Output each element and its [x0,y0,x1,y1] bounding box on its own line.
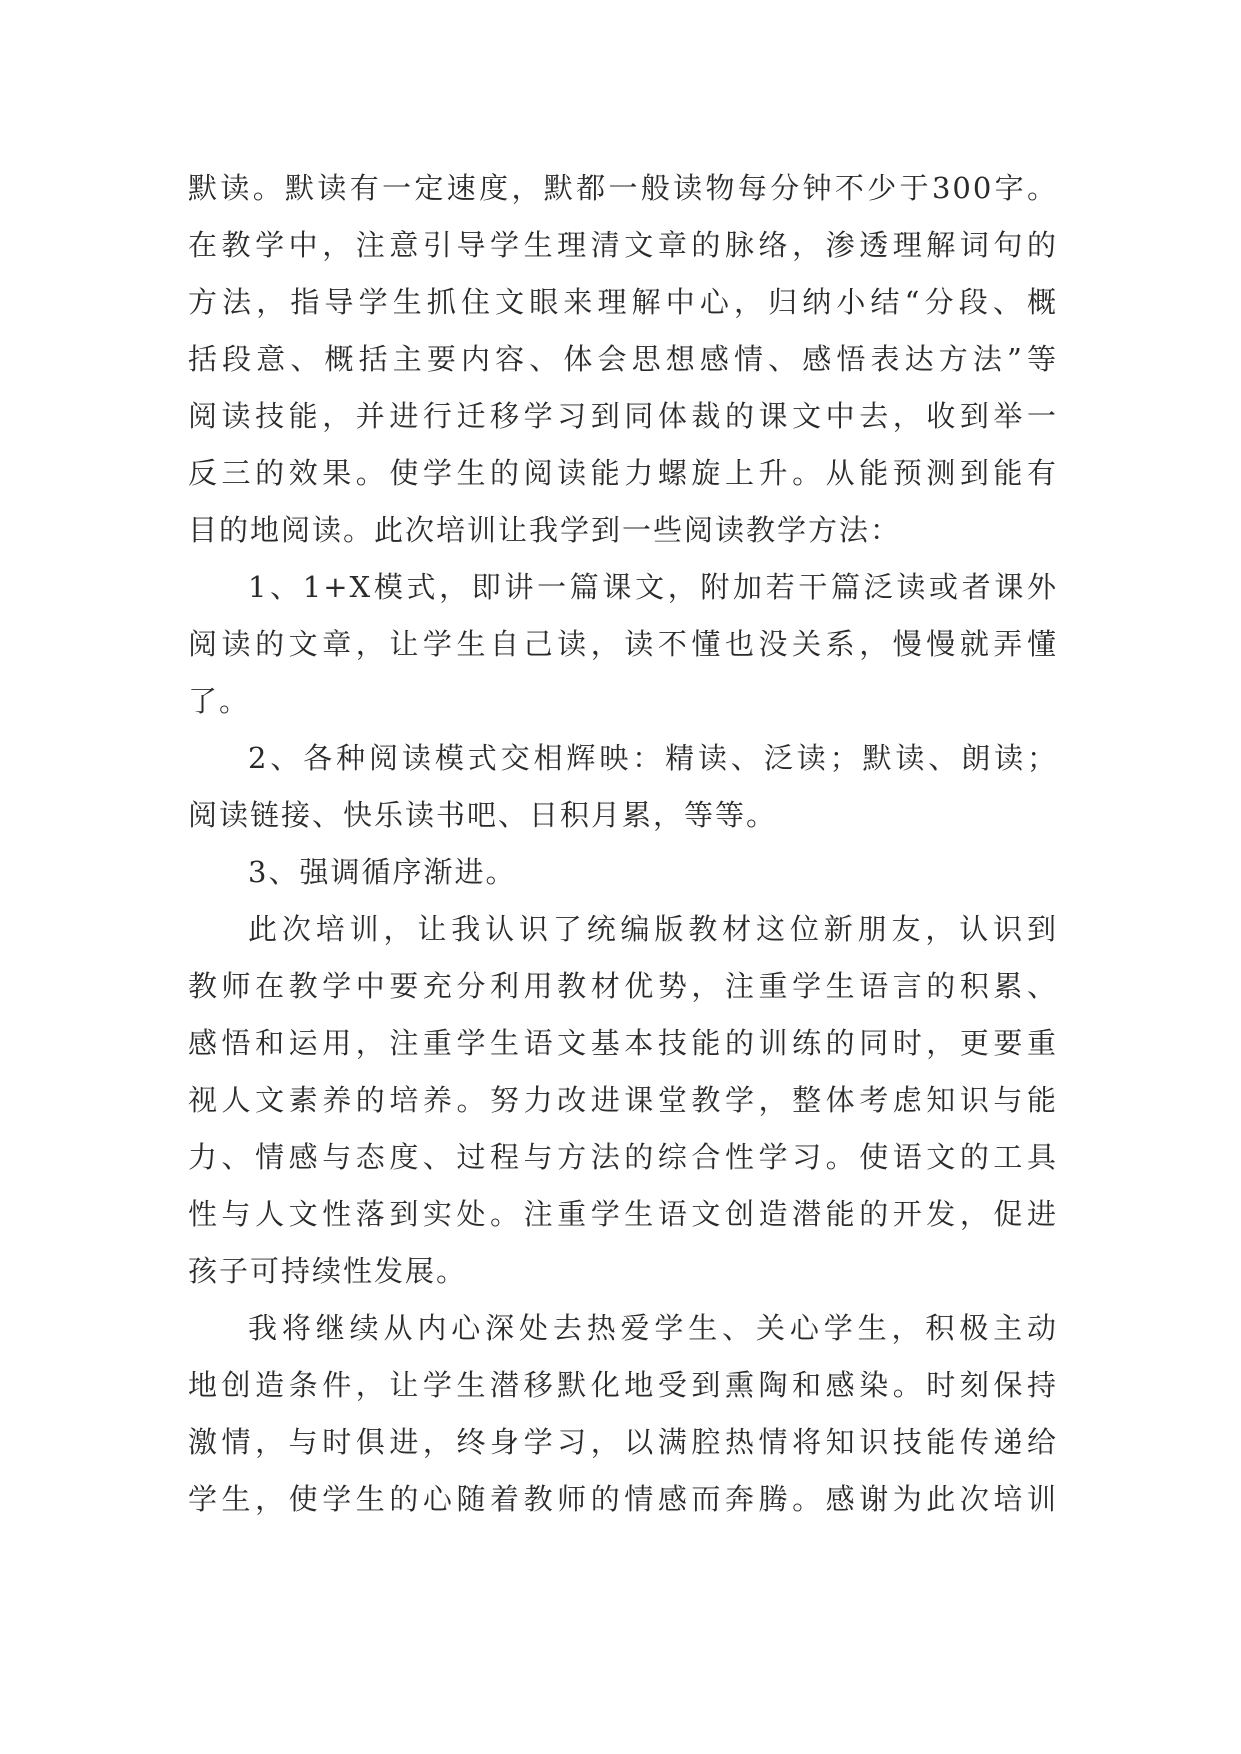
document-body [188,160,1058,1528]
text-line: 默读。默读有一定速度，默都一般读物每分钟不少于300字。 [188,171,1058,205]
text-line: 此次培训，让我认识了统编版教材这位新朋友，认识到 [248,912,1058,946]
text-line: 方法，指导学生抓住文眼来理解中心，归纳小结“分段、概 [188,285,1058,319]
text-line: 性与人文性落到实处。注重学生语文创造潜能的开发，促进 [188,1197,1058,1231]
text-line: 1、1+X模式，即讲一篇课文，附加若干篇泛读或者课外 [248,570,1058,604]
text-line: 激情，与时俱进，终身学习，以满腔热情将知识技能传递给 [188,1425,1058,1459]
text-line: 我将继续从内心深处去热爱学生、关心学生，积极主动 [248,1311,1058,1345]
text-line: 视人文素养的培养。努力改进课堂教学，整体考虑知识与能 [188,1083,1058,1117]
text-line: 阅读技能，并进行迁移学习到同体裁的课文中去，收到举一 [188,399,1058,433]
text-line: 3、强调循序渐进。 [248,855,517,889]
text-line: 括段意、概括主要内容、体会思想感情、感悟表达方法”等 [188,342,1058,376]
text-line: 力、情感与态度、过程与方法的综合性学习。使语文的工具 [188,1140,1058,1174]
text-line: 阅读链接、快乐读书吧、日积月累，等等。 [188,798,778,832]
text-line: 2、各种阅读模式交相辉映：精读、泛读；默读、朗读； [248,741,1058,775]
text-line: 孩子可持续性发展。 [188,1254,468,1288]
text-line: 感悟和运用，注重学生语文基本技能的训练的同时，更要重 [188,1026,1058,1060]
text-line: 反三的效果。使学生的阅读能力螺旋上升。从能预测到能有 [188,456,1058,490]
text-line: 目的地阅读。此次培训让我学到一些阅读教学方法： [188,513,902,547]
text-line: 教师在教学中要充分利用教材优势，注重学生语言的积累、 [188,969,1058,1003]
text-line: 学生，使学生的心随着教师的情感而奔腾。感谢为此次培训 [188,1482,1058,1516]
text-line: 在教学中，注意引导学生理清文章的脉络，渗透理解词句的 [188,228,1058,262]
text-line: 地创造条件，让学生潜移默化地受到熏陶和感染。时刻保持 [188,1368,1058,1402]
text-line: 阅读的文章，让学生自己读，读不懂也没关系，慢慢就弄懂 [188,627,1058,661]
text-line: 了。 [188,684,251,718]
